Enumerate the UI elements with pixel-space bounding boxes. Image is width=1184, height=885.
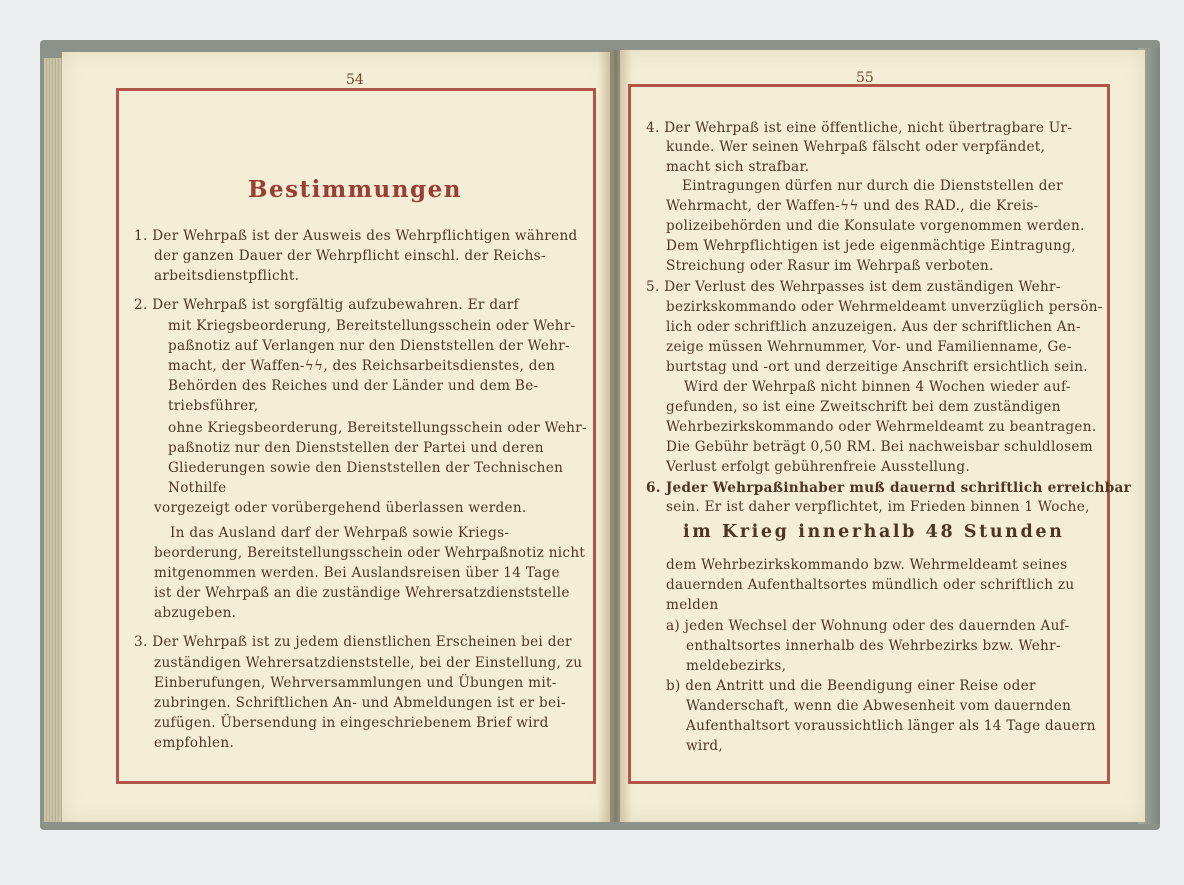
text-line: gefunden, so ist eine Zweitschrift bei dem zuständigen <box>666 399 1061 415</box>
text-line: empfohlen. <box>154 735 235 751</box>
text-line: beorderung, Bereitstellungsschein oder Wehrpaßnotiz nicht <box>154 545 586 561</box>
text-line: Einberufungen, Wehrversammlungen und Übungen mit- <box>154 675 557 691</box>
page-number-right: 55 <box>856 70 874 86</box>
text-line: 1. Der Wehrpaß ist der Ausweis des Wehrpflichtigen während <box>134 228 578 244</box>
text-line: burtstag und -ort und derzeitige Anschrift ersichtlich sein. <box>666 359 1088 375</box>
text-line: 4. Der Wehrpaß ist eine öffentliche, nicht übertragbare Ur- <box>646 120 1073 136</box>
text-line: kunde. Wer seinen Wehrpaß fälscht oder verpfändet, <box>666 139 1046 155</box>
text-line: dem Wehrbezirkskommando bzw. Wehrmeldeamt seines <box>666 557 1068 573</box>
text-line: Verlust erfolgt gebührenfreie Ausstellung. <box>666 459 970 475</box>
text-line: der ganzen Dauer der Wehrpflicht einschl. der Reichs- <box>154 248 546 264</box>
text-line: 6. Jeder Wehrpaßinhaber muß dauernd schriftlich erreichbar <box>646 480 1132 496</box>
text-line: triebsführer, <box>168 398 259 414</box>
text-line: ohne Kriegsbeorderung, Bereitstellungsschein oder Wehr- <box>168 420 587 436</box>
book-gutter <box>598 50 632 822</box>
text-line: melden <box>666 597 719 613</box>
text-line: bezirkskommando oder Wehrmeldeamt unverzüglich persön- <box>666 299 1103 315</box>
text-line: a) jeden Wechsel der Wohnung oder des dauernden Auf- <box>666 618 1070 634</box>
text-line: zuständigen Wehrersatzdienststelle, bei der Einstellung, zu <box>154 655 583 671</box>
text-line: Aufenthaltsort voraussichtlich länger als 14 Tage dauern <box>686 718 1096 734</box>
text-line: zufügen. Übersendung in eingeschriebenem Brief wird <box>154 715 549 731</box>
text-line: polizeibehörden und die Konsulate vorgenommen werden. <box>666 218 1085 234</box>
text-line: mit Kriegsbeorderung, Bereitstellungsschein oder Wehr- <box>168 318 576 334</box>
emphasized-line: im Krieg innerhalb 48 Stunden <box>683 522 1065 542</box>
text-line: dauernden Aufenthaltsortes mündlich oder schriftlich zu <box>666 577 1075 593</box>
text-line: sein. Er ist daher verpflichtet, im Frieden binnen 1 Woche, <box>666 499 1090 515</box>
text-line: paßnotiz auf Verlangen nur den Dienststellen der Wehr- <box>168 338 570 354</box>
text-line: Wehrbezirkskommando oder Wehrmeldeamt zu beantragen. <box>666 419 1097 435</box>
text-line: paßnotiz nur den Dienststellen der Partei und deren <box>168 440 544 456</box>
text-line: 3. Der Wehrpaß ist zu jedem dienstlichen Erscheinen bei der <box>134 634 572 650</box>
text-line: wird, <box>686 738 724 754</box>
text-line: macht sich strafbar. <box>666 159 810 175</box>
text-line: In das Ausland darf der Wehrpaß sowie Kriegs- <box>170 525 510 541</box>
text-line: zeige müssen Wehrnummer, Vor- und Familienname, Ge- <box>666 339 1072 355</box>
text-line: b) den Antritt und die Beendigung einer Reise oder <box>666 678 1036 694</box>
text-line: abzugeben. <box>154 605 237 621</box>
text-line: Gliederungen sowie den Dienststellen der Technischen <box>168 460 564 476</box>
page-number-left: 54 <box>346 72 364 88</box>
text-line: Eintragungen dürfen nur durch die Dienststellen der <box>682 178 1063 194</box>
text-line: mitgenommen werden. Bei Auslandsreisen über 14 Tage <box>154 565 560 581</box>
text-line: zubringen. Schriftlichen An- und Abmeldungen ist er bei- <box>154 695 566 711</box>
text-line: Die Gebühr beträgt 0,50 RM. Bei nachweisbar schuldlosem <box>666 439 1093 455</box>
page-edges <box>44 58 64 822</box>
text-line: Dem Wehrpflichtigen ist jede eigenmächtige Eintragung, <box>666 238 1076 254</box>
text-line: lich oder schriftlich anzuzeigen. Aus der schriftlichen An- <box>666 319 1081 335</box>
text-line: meldebezirks, <box>686 658 787 674</box>
text-line: arbeitsdienstpflicht. <box>154 268 300 284</box>
text-line: 2. Der Wehrpaß ist sorgfältig aufzubewahren. Er darf <box>134 297 519 313</box>
text-line: Wanderschaft, wenn die Abwesenheit vom dauernden <box>686 698 1072 714</box>
text-line: Streichung oder Rasur im Wehrpaß verboten. <box>666 258 994 274</box>
text-line: Nothilfe <box>168 480 227 496</box>
text-line: macht, der Waffen-ϟϟ, des Reichsarbeitsdienstes, den <box>168 358 556 374</box>
text-line: 5. Der Verlust des Wehrpasses ist dem zuständigen Wehr- <box>646 279 1061 295</box>
text-line: enthaltsortes innerhalb des Wehrbezirks bzw. Wehr- <box>686 638 1061 654</box>
text-line: Behörden des Reiches und der Länder und dem Be- <box>168 378 539 394</box>
page-heading: Bestimmungen <box>248 176 462 203</box>
text-line: Wird der Wehrpaß nicht binnen 4 Wochen wieder auf- <box>684 379 1071 395</box>
text-line: Wehrmacht, der Waffen-ϟϟ und des RAD., die Kreis- <box>666 198 1039 214</box>
text-line: ist der Wehrpaß an die zuständige Wehrersatzdienststelle <box>154 585 570 601</box>
text-line: vorgezeigt oder vorübergehend überlassen werden. <box>154 500 527 516</box>
